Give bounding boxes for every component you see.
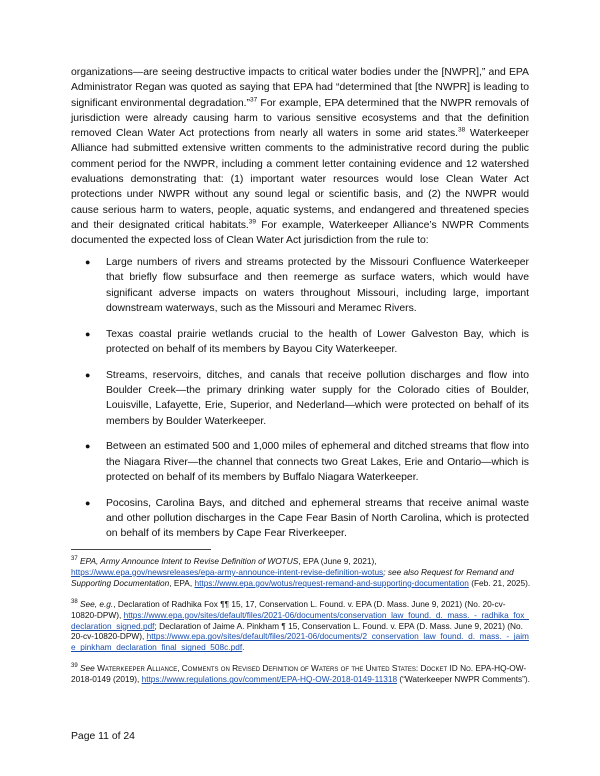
bullet-icon: ● [85,497,91,508]
footnote-37 [71,556,531,589]
footnote-link[interactable]: https://www.epa.gov/newsreleases/epa-army-announce-intent-revise-definition-wotus [71,566,384,577]
footnote-38 [71,599,531,654]
bullet-icon: ● [85,369,91,380]
list-item [71,368,529,429]
footnote-signal: See, e.g. [80,598,114,609]
footnote-text: EPA-HQ-OW-2018-0149 (2019), [71,663,527,685]
footnote-divider [71,549,211,550]
footnote-text: , EPA (June 9, 2021), [298,556,377,566]
footnote-39 [71,663,531,685]
bullet-icon: ● [85,441,91,452]
footnote-ref-39[interactable]: 39 [248,218,257,226]
list-item [71,255,529,316]
footnote-text: , Declaration of Radhika Fox ¶¶ 15, 17, Conservation L. Found. v. EPA (D. Mass. June 9, 2021) (No. 20-cv-10820-DPW), [71,598,506,620]
list-item-text: Texas coastal prairie wetlands crucial to the health of Lower Galveston Bay, which is protected on behalf of its members by Bayou City Waterkeeper. [106,328,529,355]
footnote-text: ; see also Request for Remand and Supporting Documentation [71,566,514,588]
list-item-text: Between an estimated 500 and 1,000 miles of ephemeral and ditched streams that flow into the Niagara River—the channel that connects two Great Lakes, Erie and Ontario—which is protected on behalf of its members by Buffalo Niagara Waterkeeper. [106,441,529,484]
footnote-ref-37[interactable]: 37 [249,96,258,104]
list-item [71,496,529,542]
page-number: Page 11 of 24 [71,731,135,742]
footnote-text: , EPA, [169,577,195,588]
footnote-title: EPA, Army Announce Intent to Revise Definition of WOTUS [80,556,299,566]
footnote-link[interactable]: https://www.epa.gov/sites/default/files/2021-06/documents/2_conservation_law_found._d._mass._-_jaime_pinkham_declaration_final_signed_508c.pdf [71,631,529,653]
footnote-link[interactable]: https://www.epa.gov/wotus/request-remand-and-supporting-documentation [194,577,469,588]
footnote-number: 37 [71,556,78,563]
footnote-number: 39 [71,663,78,670]
body-paragraph [71,65,529,249]
footnote-text: ; Declaration of Jaime A. Pinkham ¶ 15, Conservation L. Found. v. EPA (D. Mass. June 9, 2021) (No. 20-cv-10820-DPW), [71,620,523,642]
list-item-text: Pocosins, Carolina Bays, and ditched and ephemeral streams that receive animal waste and other pollution discharges in the Cape Fear Basin of North Carolina, which is protected on behalf of its members by Cape Fear Riverkeeper. [106,497,529,540]
footnote-text: . [242,642,245,653]
list-item-text: Streams, reservoirs, ditches, and canals that receive pollution discharges and flow into Boulder Creek—the primary drinking water supply for the Colorado cities of Boulder, Louisville, Lafayette, Erie, Superior, and Nederland—which were protected on behalf of its members by Boulder Waterkeeper. [106,369,529,427]
footnote-number: 38 [71,598,78,605]
footnote-ref-38[interactable]: 38 [458,126,466,134]
list-item-text: Large numbers of rivers and streams protected by the Missouri Confluence Waterkeeper that briefly flow subsurface and then reemerge as surface waters, which would have significant adverse impacts on waters throughout Missouri, including large, important downstream waterways, such as the Missouri and Meramec Rivers. [106,257,529,314]
footnote-link[interactable]: https://www.regulations.gov/comment/EPA-HQ-OW-2018-0149-11318 [141,674,398,685]
footnote-link[interactable]: https://www.epa.gov/sites/default/files/2021-06/documents/conservation_law_found._d._mass._-_radhika_fox_declaration_signed.pdf [71,609,529,631]
footnote-text: (“Waterkeeper NWPR Comments”). [397,674,530,685]
footnote-signal: See [80,663,95,674]
bullet-list [71,255,529,552]
bullet-icon: ● [85,328,91,339]
bullet-icon: ● [85,257,91,267]
paragraph-text: organizations—are seeing destructive impacts to critical water bodies under the [NWPR],” and EPA Administrator Regan was quoted as saying that EPA had “determined that [the NWPR] is leading to significant environmental degradation.” [71,67,529,109]
paragraph-text: Waterkeeper Alliance had submitted extensive written comments to the administrative record during the public comment period for the NWPR, including a comment letter containing evidence and 12 watershed evaluations demonstrating that: (1) important water resources would lose Clean Water Act protections under NWPR without any sound legal or scientific basis, and (2) the NWPR would cause serious harm to waters, people, aquatic systems, and endangered and threatened species and their designated critical habitats. [71,128,529,231]
paragraph-text: For example, Waterkeeper Alliance’s NWPR Comments documented the expected loss of Clean Water Act jurisdiction from the rule to: [71,219,529,247]
list-item [71,439,529,485]
paragraph-text: For example, EPA determined that the NWPR removals of jurisdiction were already causing harm to various sensitive ecosystems and that the definition removed Clean Water Act protections from nearly all waters in some arid states. [71,97,529,140]
list-item [71,327,529,358]
footnote-text: (Feb. 21, 2025). [468,577,531,588]
footnote-smallcaps: Waterkeeper Alliance, Comments on Revised Definition of Waters of the United States: Docket ID No. [97,663,474,674]
footnotes [71,556,531,695]
